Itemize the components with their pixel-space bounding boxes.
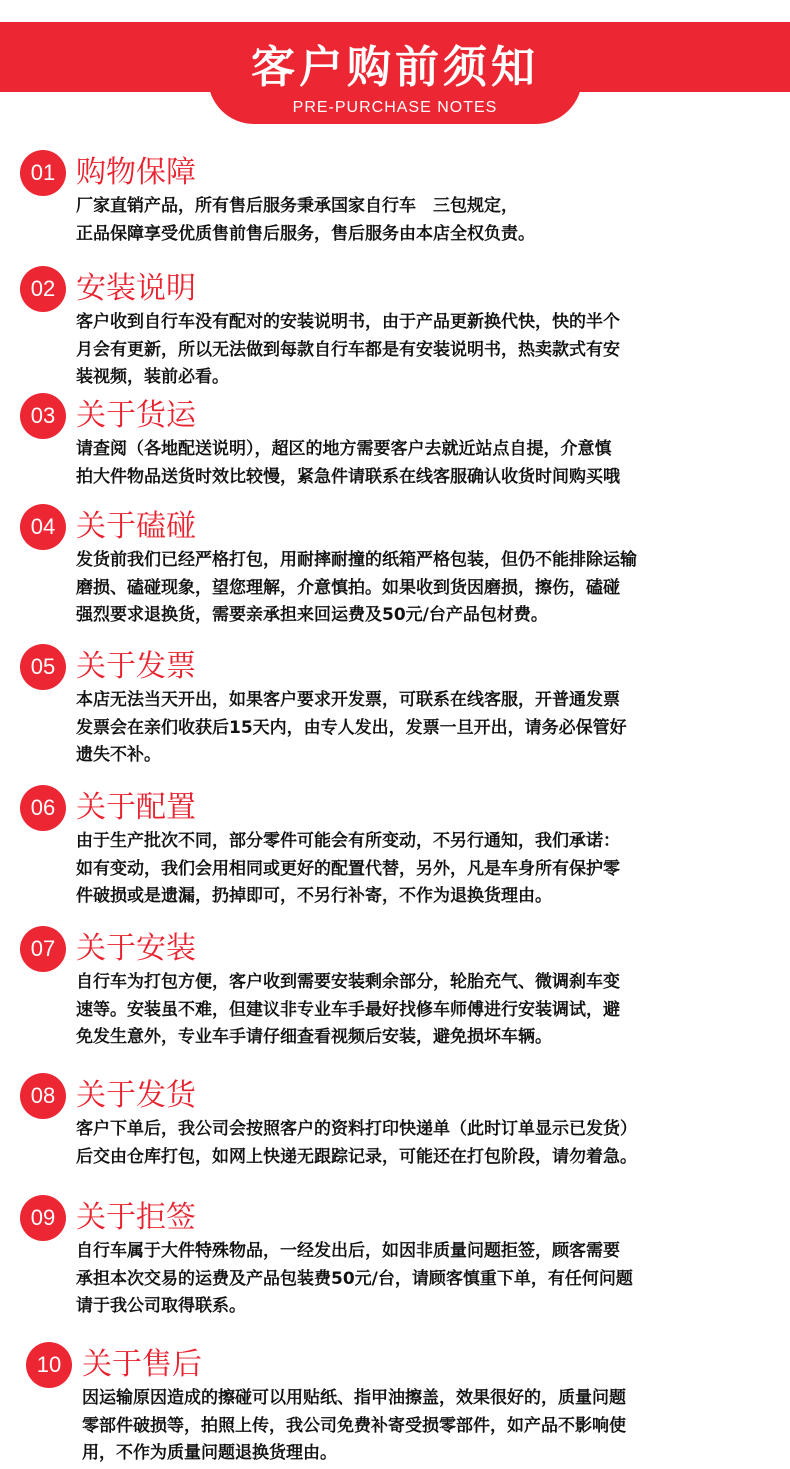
section-title: 关于发货 — [76, 1078, 196, 1113]
section-body: 由于生产批次不同，部分零件可能会有所变动，不另行通知，我们承诺： 如有变动，我们会用相同或更好的配置代替，另外，凡是车身所有保护零 件破损或是遗漏，扔掉即可，不另行补寄，不作为退换货理由。 — [76, 831, 620, 906]
section-body: 因运输原因造成的擦碰可以用贴纸、指甲油擦盖，效果很好的，质量问题 零部件破损等，拍照上传，我公司免费补寄受损零部件，如产品不影响使 用，不作为质量问题退换货理由。 — [82, 1388, 626, 1463]
section-number-badge: 07 — [20, 926, 66, 972]
section-body: 客户收到自行车没有配对的安装说明书，由于产品更新换代快，快的半个 月会有更新，所以无法做到每款自行车都是有安装说明书，热卖款式有安 装视频，装前必看。 — [76, 312, 620, 387]
section-body: 客户下单后，我公司会按照客户的资料打印快递单（此时订单显示已发货） 后交由仓库打包，如网上快递无跟踪记录，可能还在打包阶段，请勿着急。 — [76, 1119, 637, 1167]
section-body: 发货前我们已经严格打包，用耐摔耐撞的纸箱严格包装，但仍不能排除运输 磨损、磕碰现象，望您理解，介意慎拍。如果收到货因磨损，擦伤，磕碰 强烈要求退换货，需要亲承担来回运费及50元/台产品包材费。 — [76, 550, 637, 625]
section-title: 关于安装 — [76, 931, 196, 966]
section-number-badge: 08 — [20, 1073, 66, 1119]
section-title: 关于发票 — [76, 649, 196, 684]
section-title: 关于拒签 — [76, 1200, 196, 1235]
section-number-badge: 05 — [20, 644, 66, 690]
section-number-badge: 10 — [26, 1342, 72, 1388]
section-title: 安装说明 — [76, 271, 196, 306]
section-title: 关于磕碰 — [76, 509, 196, 544]
section-title: 关于货运 — [76, 398, 196, 433]
section-number-badge: 04 — [20, 504, 66, 550]
section-number-badge: 03 — [20, 393, 66, 439]
header — [208, 30, 582, 124]
section-body: 本店无法当天开出，如果客户要求开发票，可联系在线客服，开普通发票 发票会在亲们收获后15天内，由专人发出，发票一旦开出，请务必保管好 遗失不补。 — [76, 690, 627, 765]
section-number-badge: 01 — [20, 150, 66, 196]
section-number-badge: 02 — [20, 266, 66, 312]
section-number-badge: 09 — [20, 1195, 66, 1241]
page-subtitle: PRE-PURCHASE NOTES — [292, 99, 498, 116]
section-body: 请查阅（各地配送说明），超区的地方需要客户去就近站点自提，介意慎 拍大件物品送货时效比较慢，紧急件请联系在线客服确认收货时间购买哦 — [76, 439, 620, 487]
section-number-badge: 06 — [20, 785, 66, 831]
section-body: 自行车为打包方便，客户收到需要安装剩余部分，轮胎充气、微调刹车变 速等。安装虽不难，但建议非专业车手最好找修车师傅进行安装调试，避 免发生意外，专业车手请仔细查看视频后安装，避免损坏车辆。 — [76, 972, 620, 1047]
section-title: 购物保障 — [76, 155, 196, 190]
page-title: 客户购前须知 — [251, 42, 539, 93]
section-body: 自行车属于大件特殊物品，一经发出后，如因非质量问题拒签，顾客需要 承担本次交易的运费及产品包装费50元/台，请顾客慎重下单，有任何问题 请于我公司取得联系。 — [76, 1241, 633, 1316]
section-title: 关于售后 — [82, 1347, 202, 1382]
section-title: 关于配置 — [76, 790, 196, 825]
section-body: 厂家直销产品，所有售后服务秉承国家自行车 三包规定， 正品保障享受优质售前售后服务，售后服务由本店全权负责。 — [76, 196, 535, 244]
